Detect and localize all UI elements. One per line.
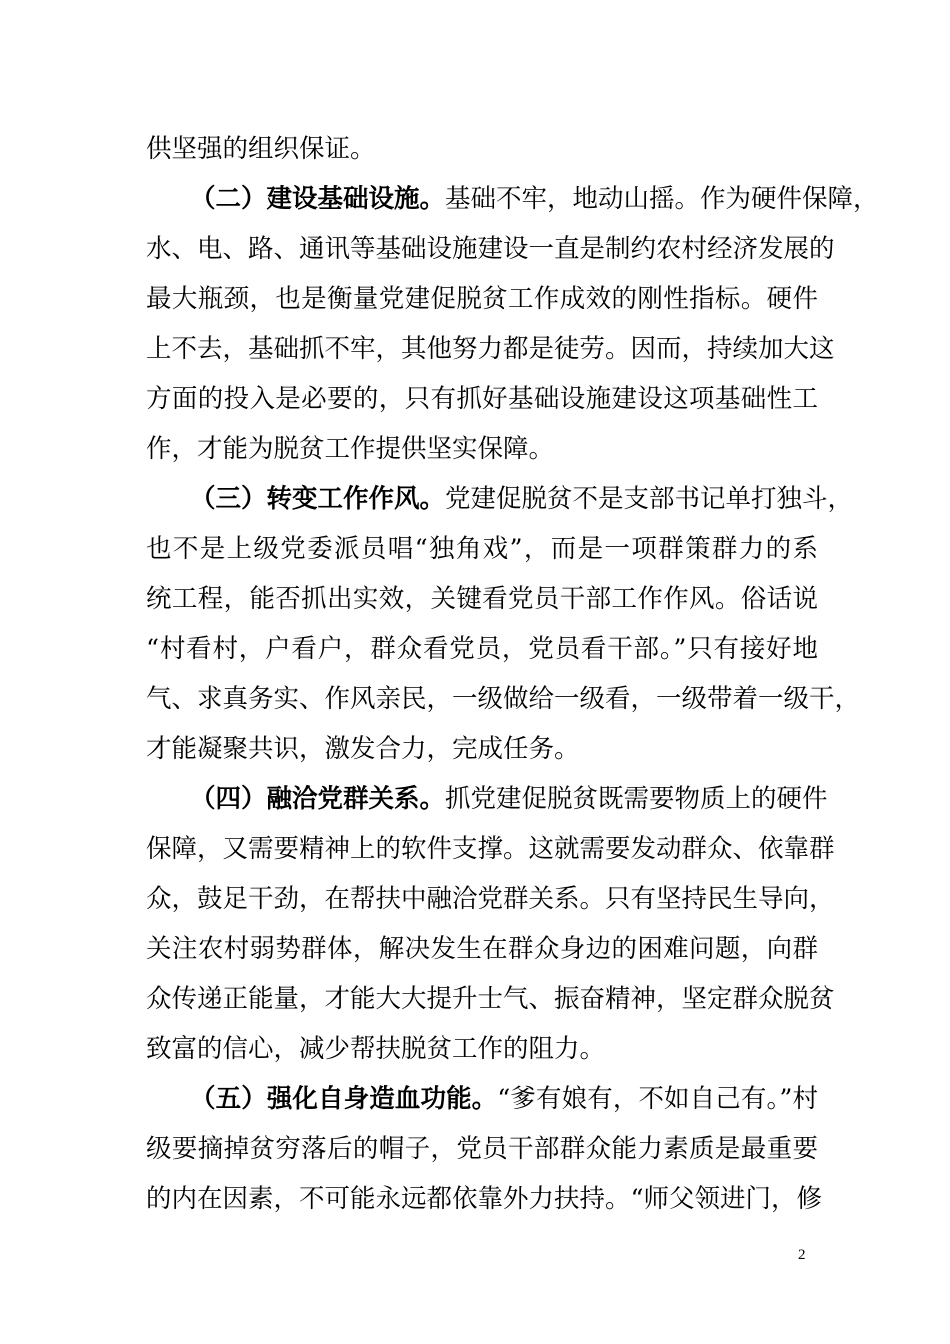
body-text-line: 众，鼓足干劲，在帮扶中融洽党群关系。只有坚持民生导向， <box>146 884 835 914</box>
body-text-line: 气、求真务实、作风亲民，一级做给一级看，一级带着一级干， <box>146 684 861 714</box>
body-text-line: 的内在因素，不可能永远都依靠外力扶持。“师父领进门，修 <box>146 1184 823 1214</box>
body-text-line: 供坚强的组织保证。 <box>146 134 376 164</box>
section-heading: （四）融洽党群关系。 <box>190 784 446 814</box>
page-number: 2 <box>798 1247 806 1263</box>
body-text-line: 才能凝聚共识，激发合力，完成任务。 <box>146 734 580 764</box>
section-first-line <box>190 782 828 816</box>
body-text-line: 统工程，能否抓出实效，关键看党员干部工作作风。俗话说 <box>146 584 818 614</box>
body-text-line: 级要摘掉贫穷落后的帽子，党员干部群众能力素质是最重要 <box>146 1134 818 1164</box>
body-text: 抓党建促脱贫既需要物质上的硬件 <box>445 784 828 814</box>
body-text-line: 致富的信心，减少帮扶脱贫工作的阻力。 <box>146 1034 606 1064</box>
body-text-line: 最大瓶颈，也是衡量党建促脱贫工作成效的刚性指标。硬件 <box>146 284 818 314</box>
body-text: “爹有娘有，不如自己有。”村 <box>497 1084 818 1114</box>
body-text-line: 保障，又需要精神上的软件支撑。这就需要发动群众、依靠群 <box>146 834 835 864</box>
body-text-line: 方面的投入是必要的，只有抓好基础设施建设这项基础性工 <box>146 384 818 414</box>
body-text-line: 水、电、路、通讯等基础设施建设一直是制约农村经济发展的 <box>146 234 835 264</box>
body-text-line: 关注农村弱势群体，解决发生在群众身边的困难问题，向群 <box>146 934 818 964</box>
body-text-line: 作，才能为脱贫工作提供坚实保障。 <box>146 434 555 464</box>
section-first-line <box>190 482 854 516</box>
section-first-line <box>190 182 879 216</box>
section-heading: （二）建设基础设施。 <box>190 184 446 214</box>
body-text-line: 上不去，基础抓不牢，其他努力都是徒劳。因而，持续加大这 <box>146 334 835 364</box>
body-text: 党建促脱贫不是支部书记单打独斗， <box>445 484 854 514</box>
section-heading: （五）强化自身造血功能。 <box>190 1084 498 1114</box>
body-text: 基础不牢，地动山摇。作为硬件保障， <box>445 184 879 214</box>
section-heading: （三）转变工作作风。 <box>190 484 446 514</box>
body-text-line: “村看村，户看户，群众看党员，党员看干部。”只有接好地 <box>146 634 818 664</box>
section-first-line <box>190 1082 818 1116</box>
body-text-line: 众传递正能量，才能大大提升士气、振奋精神，坚定群众脱贫 <box>146 984 835 1014</box>
body-text-line: 也不是上级党委派员唱“独角戏”，而是一项群策群力的系 <box>146 534 818 564</box>
